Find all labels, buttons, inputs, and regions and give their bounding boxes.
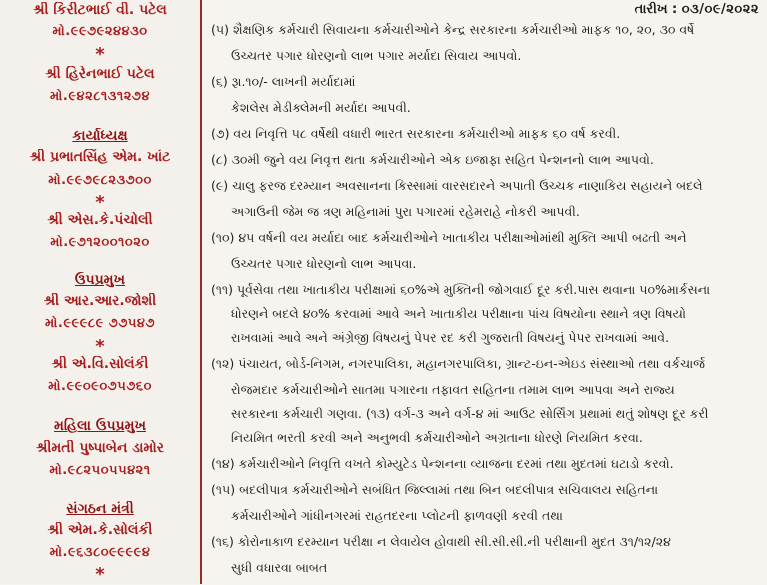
date-value: ૦૩/૦૯/૨૦૨૨ [681,2,759,17]
demand-line: અગાઉની જેમ જ ત્રણ મહિનામાં પુરા પગારમાં રહેમરાહે નોકરી આપવી. [231,204,580,219]
bearer-name: શ્રી પ્રભાતસિંહ એમ. ખાંટ [29,149,171,165]
bearer-phone: મો.૯૬૩૮૦૯૯૯૯૪ [49,545,151,560]
demand-line: (૧૦) ૪૫ વર્ષની વય મર્યાદા બાદ કર્મચારીઓને ખાતાકીય પરીક્ષાઓમાંથી મુક્તિ આપી બઢતી અને [211,230,687,245]
bearer-name: શ્રી આર.આર.જોશી [43,293,157,309]
bearer-phone: મો.૯૭૧૨૦૦૧૦૨૦ [50,235,150,250]
role-heading: સંગઠન મંત્રી [66,501,134,517]
bearer-name: શ્રી હિરેનભાઈ પટેલ [45,66,155,82]
bearer-name: શ્રી એ.વિ.સોલંકી [51,356,149,372]
demand-line: (૧૧) પૂર્વસેવા તથા ખાતાકીય પરીક્ષામાં ૬૦%એ મુક્તિની જોગવાઈ દૂર કરી.પાસ થવાના ૫૦%માર્કસના [211,282,711,297]
star-separator: * [95,192,105,213]
demand-line: નિયમિત ભરતી કરવી અને અનુભવી કર્મચારીઓને અગ્રતાના ધોરણે નિયમિત કરવા. [231,430,643,445]
demand-line: રાખવામાં આવે અને અંગ્રેજી વિષયનું પેપર રદ કરી ગુજરાતી વિષયનું પેપર રાખવામાં આવે. [231,330,670,345]
role-heading: કાર્યાધ્યક્ષ [72,128,128,144]
demand-line: (૧૬) કોરોનાકાળ દરમ્યાન પરીક્ષા ન લેવાયેલ હોવાથી સી.સી.સી.ની પરીક્ષાની મુદત ૩૧/૧૨/૨૪ [211,534,671,549]
date-label: તારીખ : [634,2,678,17]
office-bearers-sidebar [0,0,200,584]
bearer-name: શ્રી એસ.કે.પંચોલી [47,212,153,228]
demand-line: (૫) શૈક્ષણિક કર્મચારી સિવાયના કર્મચારીઓને કેન્દ્ર સરકારના કર્મચારીઓ માફક ૧૦, ૨૦, ૩૦ વર્ષે [211,22,695,37]
demand-line: રોજમદાર કર્મચારીઓને સાતમા પગારના તફાવત સહિતના તમામ લાભ આપવા અને રાજ્ય [231,382,675,397]
date-line [635,2,759,17]
demand-line: કર્મચારીઓને ગાંધીનગરમાં રાહતદરના પ્લોટની ફાળવણી કરવી તથા [231,508,563,523]
bearer-phone: મો.૯૯૯૮૯ ૭૭૫૪૭ [44,316,156,331]
bearer-name: શ્રીમતી પુષ્પાબેન ડામોર [35,440,165,456]
bearer-phone: મો.૯૯૦૯૦૭૫૭૬૦ [48,379,152,394]
demand-line: (૮) ૩૦મી જુને વય નિવૃત્ત થતા કર્મચારીઓને એક ઇજાફા સહિત પેન્શનનો લાભ આપવો. [211,152,654,167]
bearer-name: શ્રી કિરીટભાઈ વી. પટેલ [33,2,167,18]
demand-line: ધોરણને બદલે ૪૦% કરવામાં આવે અને ખાતાકીય પરીક્ષાના પાંચ વિષયોના સ્થાને ત્રણ વિષયો [231,306,687,321]
demand-line: (૯) ચાલુ ફરજ દરમ્યાન અવસાનના કિસ્સામાં વારસદારને અપાતી ઉચ્ચક નાણાકિય સહાયને બદલે [211,178,703,193]
demand-line: ઉચ્ચતર પગાર ધોરણનો લાભ પગાર મર્યાદા સિવાય આપવો. [231,48,522,63]
bearer-name: શ્રી એમ.કે.સોલંકી [47,522,153,538]
role-heading: મહિલા ઉપપ્રમુખ [53,418,147,434]
demand-line: સુધી વધારવા બાબત [231,560,328,575]
star-separator: * [95,336,105,357]
sidebar-divider [200,0,202,584]
letter-body [205,0,767,584]
demand-line: (૧૫) બદલીપાત્ર કર્મચારીઓને સબંધિત જિલ્લામાં તથા બિન બદલીપાત્ર સચિવાલય સહિતના [211,482,659,497]
demand-line: (૬) રૂા.૧૦/- લાખની મર્યાદામાં [211,74,356,89]
bearer-phone: મો.૯૯૭૯૨૪૪૩૦ [52,24,148,39]
demand-line: ઉચ્ચતર પગાર ધોરણનો લાભ આપવા. [231,256,417,271]
demand-line: કેશલેસ મેડીક્લેમની મર્યાદા આપવી. [231,100,411,115]
bearer-phone: મો.૯૮૨૫૦૫૫૪૨૧ [49,463,151,478]
star-separator: * [95,44,105,65]
star-separator: * [95,564,105,585]
demand-line: (૧૪) કર્મચારીઓને નિવૃત્તિ વખતે કોમ્યુટેડ પેન્શનના વ્યાજના દરમાં તથા મુદતમાં ઘટાડો કરવો. [211,456,674,471]
bearer-phone: મો.૯૪૨૮૧૩૧૨૭૪ [49,89,151,104]
demand-line: (૧૨) પંચાયત, બોર્ડ-નિગમ, નગરપાલિકા, મહાનગરપાલિકા, ગ્રાન્ટ-ઇન-એઇડ સંસ્થાઓ તથા વર્કચાર્જ [211,356,705,371]
demand-line: (૭) વય નિવૃત્તિ ૫૮ વર્ષેથી વધારી ભારત સરકારના કર્મચારીઓ માફક ૬૦ વર્ષ કરવી. [211,126,621,141]
demand-line: સરકારના કર્મચારી ગણવા. (૧૩) વર્ગ-૩ અને વર્ગ-૪ માં આઉટ સોર્સિંગ પ્રથામાં થતું શોષણ દૂર કરી [231,406,709,421]
role-heading: ઉપપ્રમુખ [74,272,126,288]
bearer-phone: મો.૯૯૭૯૮૨૩૭૦૦ [48,173,152,188]
